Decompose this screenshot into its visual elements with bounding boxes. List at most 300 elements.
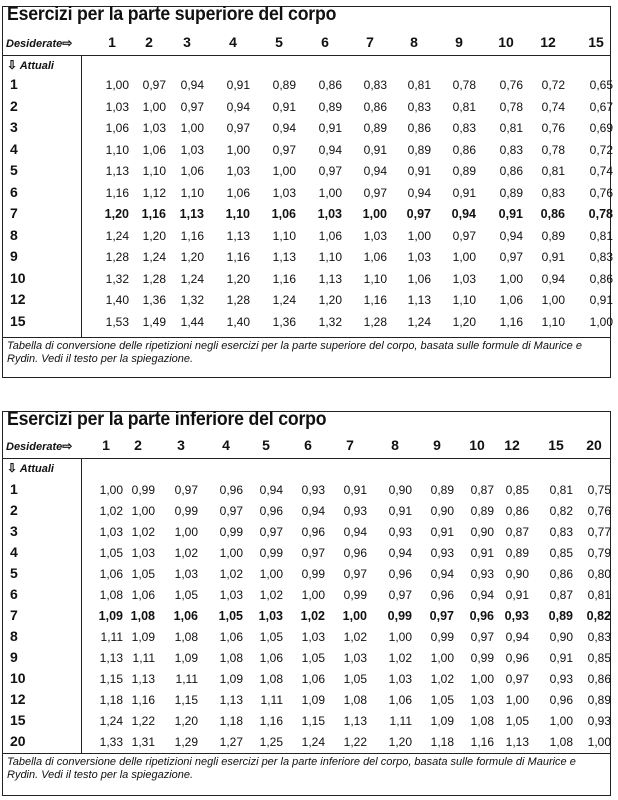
table-cell: 0,69	[589, 121, 613, 135]
column-header: 4	[229, 34, 237, 50]
table-cell: 1,03	[142, 121, 166, 135]
table-cell: 1,44	[180, 314, 204, 329]
table-cell: 1,20	[318, 293, 342, 307]
arrow-right-icon: ⇨	[62, 36, 73, 50]
table-cell: 1,06	[301, 672, 325, 686]
table-cell: 1,20	[226, 271, 250, 286]
table-cell: 0,96	[343, 546, 367, 560]
table-cell: 0,83	[452, 121, 476, 135]
table-cell: 1,03	[219, 588, 243, 602]
table-cell: 0,83	[363, 78, 387, 92]
table-cell: 1,10	[272, 228, 296, 243]
table-cell: 1,11	[389, 714, 412, 728]
table-cell: 0,97	[180, 99, 204, 114]
table-cell: 1,16	[226, 250, 250, 264]
table-cell: 0,96	[388, 567, 412, 581]
row-header: 1	[10, 481, 18, 497]
table-cell: 1,00	[318, 185, 342, 200]
table-cell: 1,53	[105, 314, 129, 329]
table-cell: 0,81	[549, 483, 573, 497]
table-cell: 0,97	[505, 672, 529, 686]
table-cell: 1,13	[219, 693, 243, 707]
table-cell: 1,10	[452, 293, 476, 307]
row-header: 5	[10, 162, 18, 178]
table-cell: 1,13	[105, 164, 129, 178]
table-cell: 1,02	[219, 567, 243, 581]
table-cell: 1,09	[219, 672, 243, 686]
table-cell: 1,00	[99, 483, 123, 497]
table-cell: 1,00	[142, 99, 166, 114]
row-header: 12	[10, 291, 26, 307]
table-cell: 1,09	[174, 651, 198, 665]
table-cell: 0,91	[388, 504, 412, 518]
table-cell: 0,90	[505, 567, 529, 581]
column-header: 2	[134, 437, 142, 453]
table-cell: 1,10	[142, 164, 166, 178]
table-cell: 1,13	[226, 228, 250, 243]
table-cell: 1,22	[131, 714, 155, 728]
table-cell: 1,13	[343, 714, 367, 728]
caption-divider	[3, 337, 610, 338]
table-cell: 0,94	[505, 630, 529, 644]
table-cell: 1,03	[301, 630, 325, 644]
table-cell: 1,06	[499, 293, 523, 307]
table-row	[3, 544, 610, 564]
caption-divider	[3, 753, 610, 754]
table-cell: 1,16	[272, 271, 296, 286]
table-cell: 1,36	[272, 314, 296, 329]
table-cell: 1,03	[388, 672, 412, 686]
table-cell: 0,86	[499, 164, 523, 178]
table-cell: 0,94	[318, 142, 342, 157]
table-cell: 1,32	[318, 314, 342, 329]
table-cell: 0,89	[499, 185, 523, 200]
table-cell: 1,08	[174, 630, 198, 644]
table-cell: 1,16	[105, 185, 129, 200]
column-header: 7	[366, 34, 374, 50]
table-cell: 1,03	[131, 546, 155, 560]
table-cell: 1,13	[272, 250, 296, 264]
table-cell: 0,89	[318, 99, 342, 114]
table-cell: 1,11	[260, 693, 283, 707]
table-cell: 1,06	[407, 271, 431, 286]
table-cell: 1,05	[131, 567, 155, 581]
table-cell: 1,08	[219, 651, 243, 665]
lower-body-caption: Tabella di conversione delle ripetizioni negli esercizi per la parte inferiore del corpo, basata sulle formule di Maurice e Rydin. Vedi il testo per la spiegazione.	[7, 756, 576, 781]
table-cell: 0,99	[387, 609, 412, 623]
table-cell: 1,06	[219, 630, 243, 644]
row-header: 15	[10, 312, 26, 329]
row-header: 10	[10, 670, 26, 686]
column-header: 15	[588, 34, 604, 50]
table-cell: 1,06	[173, 609, 198, 623]
table-cell: 0,94	[180, 78, 204, 92]
table-cell: 1,33	[99, 735, 123, 749]
table-cell: 1,00	[407, 228, 431, 243]
table-cell: 0,91	[589, 293, 613, 307]
row-header: 1	[10, 76, 18, 92]
row-header: 4	[10, 544, 18, 560]
table-cell: 1,10	[541, 314, 565, 329]
table-cell: 0,93	[388, 525, 412, 539]
table-cell: 1,03	[180, 142, 204, 157]
table-cell: 0,81	[587, 588, 611, 602]
table-row	[3, 291, 613, 311]
table-cell: 1,03	[226, 164, 250, 178]
table-cell: 1,05	[99, 546, 123, 560]
table-cell: 1,00	[388, 630, 412, 644]
table-cell: 0,81	[407, 78, 431, 92]
table-cell: 0,94	[259, 483, 283, 497]
lower-body-title: Esercizi per la parte inferiore del corpo	[7, 409, 327, 430]
table-cell: 1,24	[272, 293, 296, 307]
table-cell: 0,91	[363, 142, 387, 157]
table-cell: 0,86	[363, 99, 387, 114]
table-cell: 0,65	[589, 78, 613, 92]
table-cell: 1,02	[174, 546, 198, 560]
table-cell: 1,06	[259, 651, 283, 665]
table-cell: 0,76	[587, 504, 611, 518]
table-cell: 1,06	[180, 164, 204, 178]
table-cell: 0,96	[469, 609, 494, 623]
table-cell: 0,80	[587, 567, 611, 581]
table-cell: 0,94	[499, 228, 523, 243]
column-header: 8	[410, 34, 418, 50]
table-cell: 1,00	[272, 164, 296, 178]
table-cell: 0,76	[541, 121, 565, 135]
table-cell: 0,87	[470, 483, 494, 497]
table-cell: 1,03	[272, 185, 296, 200]
table-cell: 0,97	[142, 78, 166, 92]
table-cell: 0,86	[452, 142, 476, 157]
table-cell: 1,09	[98, 609, 123, 623]
table-cell: 1,16	[499, 314, 523, 329]
table-cell: 0,83	[541, 185, 565, 200]
upper-body-header-row	[3, 34, 610, 54]
table-cell: 0,77	[587, 525, 611, 539]
table-cell: 1,06	[226, 185, 250, 200]
table-cell: 1,18	[99, 693, 123, 707]
row-header: 2	[10, 97, 18, 114]
table-cell: 0,86	[587, 672, 611, 686]
table-cell: 0,81	[541, 164, 565, 178]
table-cell: 0,85	[587, 651, 611, 665]
table-cell: 1,15	[301, 714, 325, 728]
table-cell: 1,03	[317, 207, 342, 221]
table-cell: 0,83	[589, 250, 613, 264]
desiderate-label: Desiderate⇨	[6, 439, 73, 453]
table-cell: 1,00	[342, 609, 367, 623]
table-cell: 0,74	[541, 99, 565, 114]
table-cell: 0,89	[587, 693, 611, 707]
table-cell: 1,00	[362, 207, 387, 221]
table-cell: 1,00	[105, 78, 129, 92]
table-cell: 0,99	[343, 588, 367, 602]
table-row	[3, 733, 610, 753]
table-cell: 1,24	[105, 228, 129, 243]
table-cell: 1,02	[430, 672, 454, 686]
table-cell: 1,08	[130, 609, 155, 623]
column-header: 1	[102, 437, 110, 453]
table-cell: 0,94	[343, 525, 367, 539]
row-header: 3	[10, 119, 18, 135]
table-cell: 0,85	[549, 546, 573, 560]
table-cell: 1,15	[174, 693, 198, 707]
table-cell: 0,81	[452, 99, 476, 114]
table-cell: 1,06	[105, 121, 129, 135]
table-cell: 0,91	[549, 651, 573, 665]
table-cell: 1,00	[301, 588, 325, 602]
table-cell: 1,10	[318, 250, 342, 264]
table-cell: 0,86	[318, 78, 342, 92]
table-cell: 0,99	[131, 483, 155, 497]
table-cell: 1,22	[343, 735, 367, 749]
table-cell: 1,28	[226, 293, 250, 307]
table-cell: 1,20	[104, 207, 129, 221]
table-cell: 0,97	[429, 609, 454, 623]
table-cell: 1,05	[301, 651, 325, 665]
table-cell: 0,89	[541, 228, 565, 243]
row-header: 7	[10, 607, 18, 623]
table-cell: 0,91	[318, 121, 342, 135]
table-cell: 0,93	[470, 567, 494, 581]
table-cell: 0,94	[301, 504, 325, 518]
table-cell: 0,96	[549, 693, 573, 707]
table-cell: 1,24	[407, 314, 431, 329]
table-cell: 1,02	[99, 504, 123, 518]
table-cell: 0,93	[301, 483, 325, 497]
table-cell: 1,24	[99, 714, 123, 728]
table-cell: 1,13	[505, 735, 529, 749]
table-cell: 0,96	[505, 651, 529, 665]
table-cell: 1,00	[541, 293, 565, 307]
table-cell: 1,00	[452, 250, 476, 264]
table-cell: 1,25	[259, 735, 283, 749]
table-cell: 1,20	[452, 314, 476, 329]
row-header: 15	[10, 712, 26, 728]
table-cell: 1,29	[174, 735, 198, 749]
table-row	[3, 607, 610, 627]
table-cell: 1,00	[499, 271, 523, 286]
table-cell: 0,89	[470, 504, 494, 518]
column-header: 8	[391, 437, 399, 453]
table-cell: 0,78	[588, 207, 613, 221]
table-cell: 0,89	[548, 609, 573, 623]
table-cell: 1,05	[430, 693, 454, 707]
table-cell: 1,05	[174, 588, 198, 602]
table-cell: 1,02	[343, 630, 367, 644]
table-cell: 0,96	[430, 588, 454, 602]
table-cell: 0,90	[430, 504, 454, 518]
table-cell: 0,91	[343, 483, 367, 497]
table-cell: 1,32	[180, 293, 204, 307]
table-cell: 0,99	[174, 504, 198, 518]
table-cell: 1,10	[225, 207, 250, 221]
table-cell: 1,03	[258, 609, 283, 623]
table-cell: 0,93	[504, 609, 529, 623]
table-cell: 0,99	[301, 567, 325, 581]
table-cell: 1,20	[174, 714, 198, 728]
column-header: 3	[177, 437, 185, 453]
row-header: 9	[10, 248, 18, 264]
table-cell: 0,91	[505, 588, 529, 602]
table-cell: 1,06	[142, 142, 166, 157]
table-cell: 1,20	[142, 228, 166, 243]
table-row	[3, 649, 610, 669]
table-cell: 0,97	[318, 164, 342, 178]
table-cell: 1,02	[388, 651, 412, 665]
table-cell: 1,28	[363, 314, 387, 329]
table-row	[3, 205, 613, 225]
table-cell: 1,08	[99, 588, 123, 602]
table-cell: 0,83	[407, 99, 431, 114]
table-cell: 0,81	[499, 121, 523, 135]
table-cell: 1,13	[99, 651, 123, 665]
table-cell: 0,94	[272, 121, 296, 135]
table-cell: 0,97	[343, 567, 367, 581]
attuali-label: ⇩ Attuali	[7, 58, 54, 72]
table-cell: 1,03	[99, 525, 123, 539]
table-cell: 0,91	[452, 185, 476, 200]
table-cell: 1,06	[99, 567, 123, 581]
table-cell: 0,97	[363, 185, 387, 200]
table-cell: 0,78	[452, 78, 476, 92]
table-row	[3, 523, 610, 543]
table-cell: 0,83	[499, 142, 523, 157]
table-cell: 0,93	[549, 672, 573, 686]
table-cell: 0,94	[363, 164, 387, 178]
table-cell: 0,86	[407, 121, 431, 135]
table-cell: 1,32	[105, 271, 129, 286]
table-cell: 0,97	[452, 228, 476, 243]
table-cell: 1,24	[180, 271, 204, 286]
table-cell: 0,76	[589, 185, 613, 200]
table-cell: 0,96	[301, 525, 325, 539]
table-cell: 1,08	[343, 693, 367, 707]
table-cell: 1,02	[259, 588, 283, 602]
upper-body-title: Esercizi per la parte superiore del corpo	[7, 4, 337, 25]
table-cell: 0,97	[174, 483, 198, 497]
table-cell: 0,83	[587, 630, 611, 644]
table-cell: 1,05	[505, 714, 529, 728]
table-cell: 0,97	[406, 207, 431, 221]
row-header: 12	[10, 691, 26, 707]
table-cell: 1,00	[549, 714, 573, 728]
table-cell: 0,99	[470, 651, 494, 665]
table-cell: 1,03	[407, 250, 431, 264]
table-cell: 0,94	[430, 567, 454, 581]
table-cell: 0,86	[505, 504, 529, 518]
table-cell: 0,87	[549, 588, 573, 602]
table-cell: 1,00	[470, 672, 494, 686]
table-cell: 1,13	[179, 207, 204, 221]
table-cell: 0,87	[505, 525, 529, 539]
table-cell: 1,03	[452, 271, 476, 286]
column-header: 20	[586, 437, 602, 453]
table-cell: 0,74	[589, 164, 613, 178]
row-header: 20	[10, 733, 26, 749]
header-divider	[3, 458, 610, 459]
table-cell: 1,16	[363, 293, 387, 307]
table-cell: 0,93	[587, 714, 611, 728]
table-cell: 1,24	[301, 735, 325, 749]
header-divider	[3, 55, 610, 56]
table-cell: 1,28	[142, 271, 166, 286]
table-cell: 1,12	[142, 185, 166, 200]
table-cell: 1,02	[131, 525, 155, 539]
row-header: 8	[10, 628, 18, 644]
table-cell: 1,08	[470, 714, 494, 728]
table-cell: 1,00	[430, 651, 454, 665]
table-cell: 1,27	[219, 735, 243, 749]
table-cell: 0,97	[470, 630, 494, 644]
table-cell: 1,03	[470, 693, 494, 707]
table-cell: 1,11	[175, 672, 198, 686]
table-cell: 0,94	[388, 546, 412, 560]
row-header: 7	[10, 205, 18, 221]
table-cell: 0,86	[540, 207, 565, 221]
table-cell: 1,05	[259, 630, 283, 644]
table-cell: 0,89	[430, 483, 454, 497]
table-cell: 1,16	[259, 714, 283, 728]
table-cell: 1,05	[218, 609, 243, 623]
table-row	[3, 183, 613, 204]
row-header: 6	[10, 586, 18, 602]
column-header: 7	[346, 437, 354, 453]
table-cell: 0,89	[407, 142, 431, 157]
column-header: 1	[108, 34, 116, 50]
table-cell: 0,72	[589, 142, 613, 157]
row-header: 10	[10, 269, 26, 286]
table-row	[3, 226, 613, 247]
table-cell: 1,03	[105, 99, 129, 114]
table-row	[3, 119, 613, 139]
table-row	[3, 162, 613, 182]
table-cell: 1,24	[142, 250, 166, 264]
row-header: 3	[10, 523, 18, 539]
column-header: 9	[433, 437, 441, 453]
table-cell: 0,86	[589, 271, 613, 286]
row-header: 8	[10, 226, 18, 243]
table-cell: 0,78	[541, 142, 565, 157]
table-cell: 1,00	[180, 121, 204, 135]
column-header: 3	[183, 34, 191, 50]
table-cell: 1,06	[363, 250, 387, 264]
table-row	[3, 76, 613, 96]
table-row	[3, 670, 610, 690]
table-cell: 1,03	[363, 228, 387, 243]
table-cell: 0,97	[219, 504, 243, 518]
table-cell: 0,94	[407, 185, 431, 200]
table-row	[3, 502, 610, 522]
table-cell: 0,91	[541, 250, 565, 264]
table-cell: 1,00	[587, 735, 611, 749]
table-cell: 0,97	[388, 588, 412, 602]
table-cell: 1,03	[343, 651, 367, 665]
table-cell: 1,40	[105, 293, 129, 307]
table-row	[3, 565, 610, 585]
table-cell: 1,20	[388, 735, 412, 749]
table-cell: 1,16	[131, 693, 155, 707]
table-cell: 0,85	[505, 483, 529, 497]
table-cell: 0,90	[470, 525, 494, 539]
table-cell: 0,76	[499, 78, 523, 92]
table-cell: 1,13	[131, 672, 155, 686]
table-cell: 1,18	[219, 714, 243, 728]
table-cell: 0,99	[259, 546, 283, 560]
upper-body-table-panel	[2, 6, 611, 378]
column-header: 5	[262, 437, 270, 453]
